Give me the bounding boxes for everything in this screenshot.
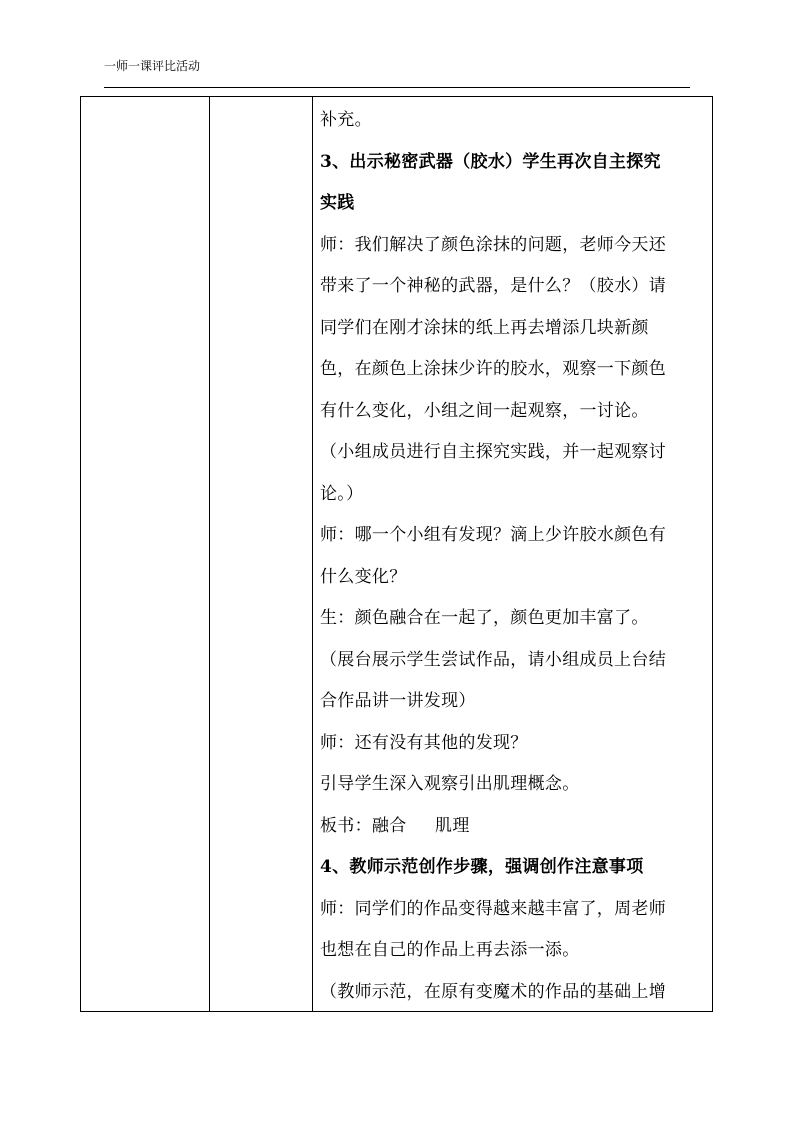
content-line: 师：同学们的作品变得越来越丰富了，周老师 bbox=[320, 898, 666, 919]
content-line: 色，在颜色上涂抹少许的胶水，观察一下颜色 bbox=[320, 359, 666, 379]
content-line: （教师示范，在原有变魔术的作品的基础上增 bbox=[320, 981, 666, 1002]
section-heading-continued: 实践 bbox=[320, 193, 355, 213]
content-line: 师：哪一个小组有发现？滴上少许胶水颜色有 bbox=[320, 525, 666, 545]
content-line: （展台展示学生尝试作品，请小组成员上台结 bbox=[320, 649, 666, 670]
content-line: 有什么变化，小组之间一起观察，一讨论。 bbox=[320, 400, 649, 421]
content-line: 带来了一个神秘的武器，是什么？（胶水）请 bbox=[320, 276, 666, 296]
section-heading: 3、出示秘密武器（胶水）学生再次自主探究 bbox=[320, 151, 661, 172]
table-column-divider-1 bbox=[209, 96, 210, 1012]
section-heading: 4、教师示范创作步骤，强调创作注意事项 bbox=[320, 857, 644, 877]
content-line: 引导学生深入观察引出肌理概念。 bbox=[320, 774, 580, 794]
lesson-content-cell bbox=[320, 100, 700, 1008]
header-divider bbox=[104, 87, 690, 88]
content-line: 论。） bbox=[320, 483, 364, 504]
table-column-divider-2 bbox=[312, 96, 313, 1012]
page-header-title: 一师一课评比活动 bbox=[104, 59, 201, 73]
content-line: 补充。 bbox=[320, 110, 372, 130]
content-line: 合作品讲一讲发现） bbox=[320, 691, 476, 711]
content-line: 什么变化？ bbox=[320, 566, 407, 587]
content-line: 师：还有没有其他的发现？ bbox=[320, 732, 528, 753]
content-line: 生：颜色融合在一起了，颜色更加丰富了。 bbox=[320, 608, 649, 628]
board-writing-line: 板书：融合 肌理 bbox=[320, 815, 470, 836]
content-line: （小组成员进行自主探究实践，并一起观察讨 bbox=[320, 442, 666, 462]
content-line: 也想在自己的作品上再去添一添。 bbox=[320, 940, 580, 960]
content-line: 同学们在刚才涂抹的纸上再去增添几块新颜 bbox=[320, 317, 649, 338]
content-line: 师：我们解决了颜色涂抹的问题，老师今天还 bbox=[320, 234, 666, 255]
